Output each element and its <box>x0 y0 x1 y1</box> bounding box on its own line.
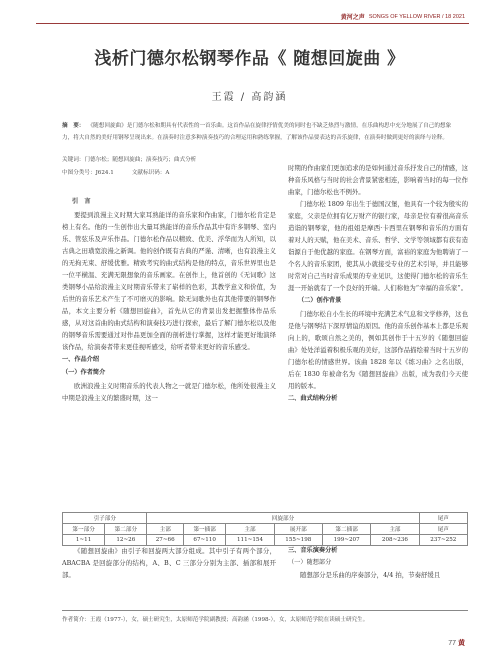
page-number <box>448 638 465 648</box>
table-row <box>63 524 468 535</box>
page-number-value: 77 <box>448 640 457 647</box>
heading-subsection: （一）作者简介 <box>62 369 106 376</box>
table-cell: 1~11 <box>63 535 105 546</box>
table-cell: 第二插部 <box>322 524 370 535</box>
author-footnote: 作者简介：王霞（1977-），女，硕士研究生，太原师范学院副教授；高韵涵（1998-），女，太原师范学院在读硕士研究生。 <box>62 617 369 623</box>
keywords <box>62 155 196 163</box>
article-authors: 王霞 / 高韵涵 <box>211 92 288 103</box>
page-logo-mark: 黄 <box>458 640 465 647</box>
table-cell: 208~236 <box>371 535 419 546</box>
left-column <box>62 195 276 404</box>
table-row <box>63 513 468 524</box>
keywords-text: 门德尔松；随想回旋曲；演奏技巧；曲式分析 <box>84 157 197 163</box>
paragraph: 《随想回旋曲》由引子和回旋两大部分组成。其中引子有两个部分，ABACBA 是回旋部分的结构，A、B、C 三部分分别为主部、插部和展开部。 <box>62 547 276 579</box>
table-cell: 155~198 <box>274 535 322 546</box>
heading-intro: 引 言 <box>72 198 91 205</box>
abstract-text: 《随想回旋曲》是门德尔松和期具有代表性的一首乐曲。这首作品在旋律抒情优美的同时也不缺乏热烈与激情，在乐曲构思中充分地展了自己的想象力，将大自然的美好用钢琴呈现出来。在演奏时注意多种演奏技巧的合理运用和熟练掌握，了解该作品要表达的音乐旋律，在演奏时做到更好的演绎与诠释。 <box>62 123 452 142</box>
lower-right-text <box>288 545 468 581</box>
paragraph: 门德尔松自小生长的环境中充满艺术气息和文学修养，这也是他与钢琴结下深厚情谊的原因。他的音乐创作基本上都是乐观向上的，歌颂自然之美的，例如其创作于十五岁的《随想回旋曲》处处洋溢着积极乐观的美好，这部作品描绘着当时十五岁的门德尔松的情感世界。该曲 1828 年以《练习曲》之名出版，后在 1830 年被命名为《随想回旋曲》出版，成为我们今天使用的版本。 <box>288 310 468 390</box>
paragraph: 欧洲浪漫主义时期音乐的代表人物之一就是门德尔松，他所处很漫主义中期是浪漫主义的繁盛时期，这一 <box>62 382 276 402</box>
structure-table <box>62 512 468 546</box>
article-title: 浅析门德尔松钢琴作品《 随想回旋曲 》 <box>94 49 405 69</box>
heading-section-2: 二、曲式结构分析 <box>288 395 338 402</box>
abstract-label: 摘 要： <box>62 123 85 129</box>
table-cell: 第二部分 <box>105 524 147 535</box>
table-cell: 第一部分 <box>63 524 105 535</box>
abstract <box>62 120 452 144</box>
heading-subsection: （二）创作背景 <box>298 297 342 304</box>
heading-subsection: （一）随想部分 <box>288 559 332 566</box>
right-column <box>288 162 468 406</box>
table-cell: 主部 <box>371 524 419 535</box>
table-cell: 尾声 <box>419 524 467 535</box>
footnote-rule <box>62 610 468 611</box>
paragraph: 时期的作曲家们更加追求的是如何通过音乐抒发自己的情感，这种音乐风格与当时的社会背景紧密相连，影响着当时的每一位作曲家，门德尔松也不例外。 <box>288 164 468 196</box>
table-cell: 引子部分 <box>63 513 147 524</box>
paragraph: 要提到浪漫主义时期大家耳熟能详的音乐家和作曲家，门德尔松肯定是榜上有名。他的一生创作出大量耳熟能详的音乐作品其中有许多钢琴、室内乐、管弦乐及声乐作品。门德尔松作品以精致、优美、浮华而为人所知，以古典之田璜宽浪漫之新调。他的创作既有古典的严谨、清晰，也有浪漫主义的无拘无束、舒缓优雅。精致考究的曲式结构是他的特点，音乐世界里也是一位平横温、充满无限想象的音乐画家。在创作上，他首创的《无词歌》这类钢琴小品给浪漫主义时期音乐带来了崭样的色彩，其教学意义和价值，为后世的音乐艺术产生了不可磨灭的影响。除无词歌外也有其他带要的钢琴作品，本文主要分析《随想回旋曲》，首先从它的背景出发把握整体作品乐感，从对这首曲的曲式结构和演奏技巧进行探索，最后了解门德尔松以及他的钢琴音乐需要通过对作品更加全面的剖析进行掌握，这样才能更好地演绎该作品，给演奏者带来更佳视听感受，给听者带来更好的音乐感受。 <box>62 211 276 351</box>
lower-left-text <box>62 545 276 581</box>
keywords-label: 关键词： <box>62 157 85 163</box>
table-cell: 111~154 <box>226 535 274 546</box>
doc-code: 文献标识码：A <box>131 170 170 176</box>
table-cell: 尾声 <box>419 513 467 524</box>
table-cell: 第一插部 <box>183 524 225 535</box>
table-cell: 237~252 <box>419 535 467 546</box>
table-cell: 199~207 <box>322 535 370 546</box>
heading-section-3: 三、音乐演奏分析 <box>288 547 338 554</box>
table-cell: 12~26 <box>105 535 147 546</box>
journal-header <box>341 12 465 21</box>
table-cell: 主部 <box>226 524 274 535</box>
table-cell: 展开部 <box>274 524 322 535</box>
table-cell: 67~110 <box>183 535 225 546</box>
journal-issue: SONGS OF YELLOW RIVER / 18 2021 <box>368 13 465 20</box>
table-cell: 回旋部分 <box>147 513 419 524</box>
paragraph: 门德尔松 1809 年出生于德国汉堡，他具有一个较为殷实的家庭，父亲是位拥有亿万财产的银行家，母亲是位有着很高音乐造诣的钢琴家，他的祖姐是摩西·卡西里在钢琴和音乐的方面有着对人的天赋，他在美术、音乐、哲学、文学等领域都有获有造诣源自于他优越的家庭。在钢琴方面，富裕的家庭为他聘请了一个名人的音乐家团，使其从小就接受专业的艺术引导，并且能够时常对自己当时音乐成果的专业见识，这使得门德尔松的音乐生涯一开始就有了一个良好的开端。人们称他为“幸福的音乐家”。 <box>288 200 468 292</box>
paragraph: 随想部分是乐曲的序奏部分，4/4 拍，节奏舒缓且 <box>300 571 441 579</box>
journal-logo: 黄河之声 <box>340 14 365 21</box>
table-cell: 27~66 <box>147 535 183 546</box>
classification <box>62 168 187 176</box>
table-cell: 主部 <box>147 524 183 535</box>
table-row <box>63 535 468 546</box>
header-rule <box>36 23 469 24</box>
clc-number: 中图分类号：J624.1 <box>62 170 114 176</box>
heading-section-1: 一、作品介绍 <box>62 356 100 363</box>
